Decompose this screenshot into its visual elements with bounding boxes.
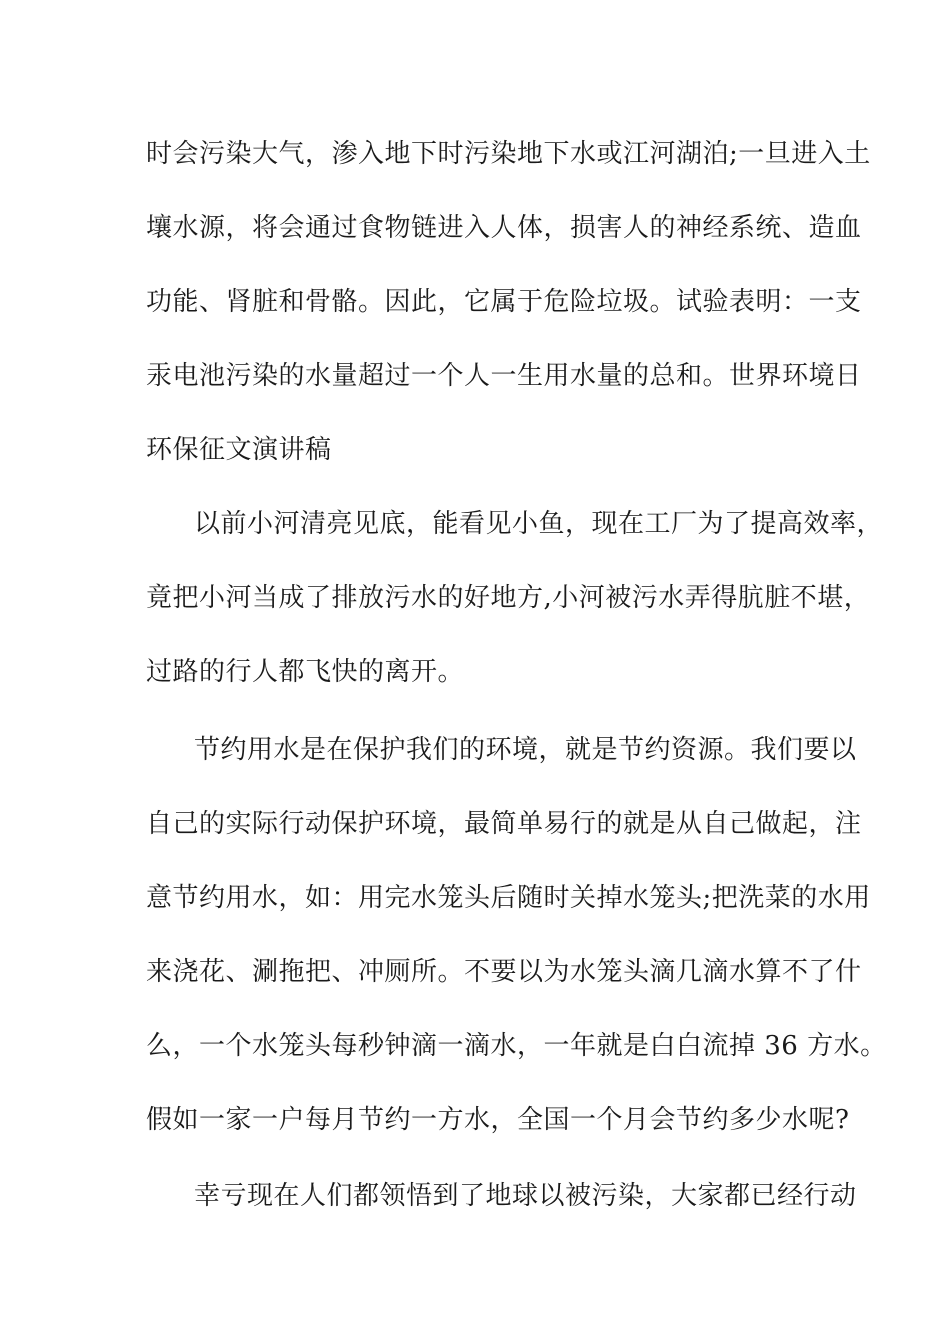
text-line: 假如一家一户每月节约一方水，全国一个月会节约多少水呢?	[146, 1105, 850, 1135]
text-line: 意节约用水，如：用完水笼头后随时关掉水笼头;把洗菜的水用	[146, 883, 871, 913]
text-line: 竟把小河当成了排放污水的好地方,小河被污水弄得肮脏不堪，	[146, 583, 871, 613]
text-line: 自己的实际行动保护环境，最简单易行的就是从自己做起，注	[146, 809, 862, 839]
text-line: 来浇花、涮拖把、冲厕所。不要以为水笼头滴几滴水算不了什	[146, 957, 862, 987]
text-line: 壤水源，将会通过食物链进入人体，损害人的神经系统、造血	[146, 213, 862, 243]
paragraph-first-line: 幸亏现在人们都领悟到了地球以被污染，大家都已经行动	[194, 1181, 857, 1211]
text-line: 汞电池污染的水量超过一个人一生用水量的总和。世界环境日	[146, 361, 862, 391]
text-line: 时会污染大气，渗入地下时污染地下水或江河湖泊;一旦进入土	[146, 139, 871, 169]
paragraph-first-line: 节约用水是在保护我们的环境，就是节约资源。我们要以	[194, 735, 857, 765]
text-line: 么，一个水笼头每秒钟滴一滴水，一年就是白白流掉 36 方水。	[146, 1031, 887, 1061]
text-line: 过路的行人都飞快的离开。	[146, 657, 465, 687]
text-line: 环保征文演讲稿	[146, 435, 332, 465]
text-line: 功能、肾脏和骨骼。因此，它属于危险垃圾。试验表明：一支	[146, 287, 862, 317]
paragraph-first-line: 以前小河清亮见底，能看见小鱼，现在工厂为了提高效率，	[194, 509, 884, 539]
